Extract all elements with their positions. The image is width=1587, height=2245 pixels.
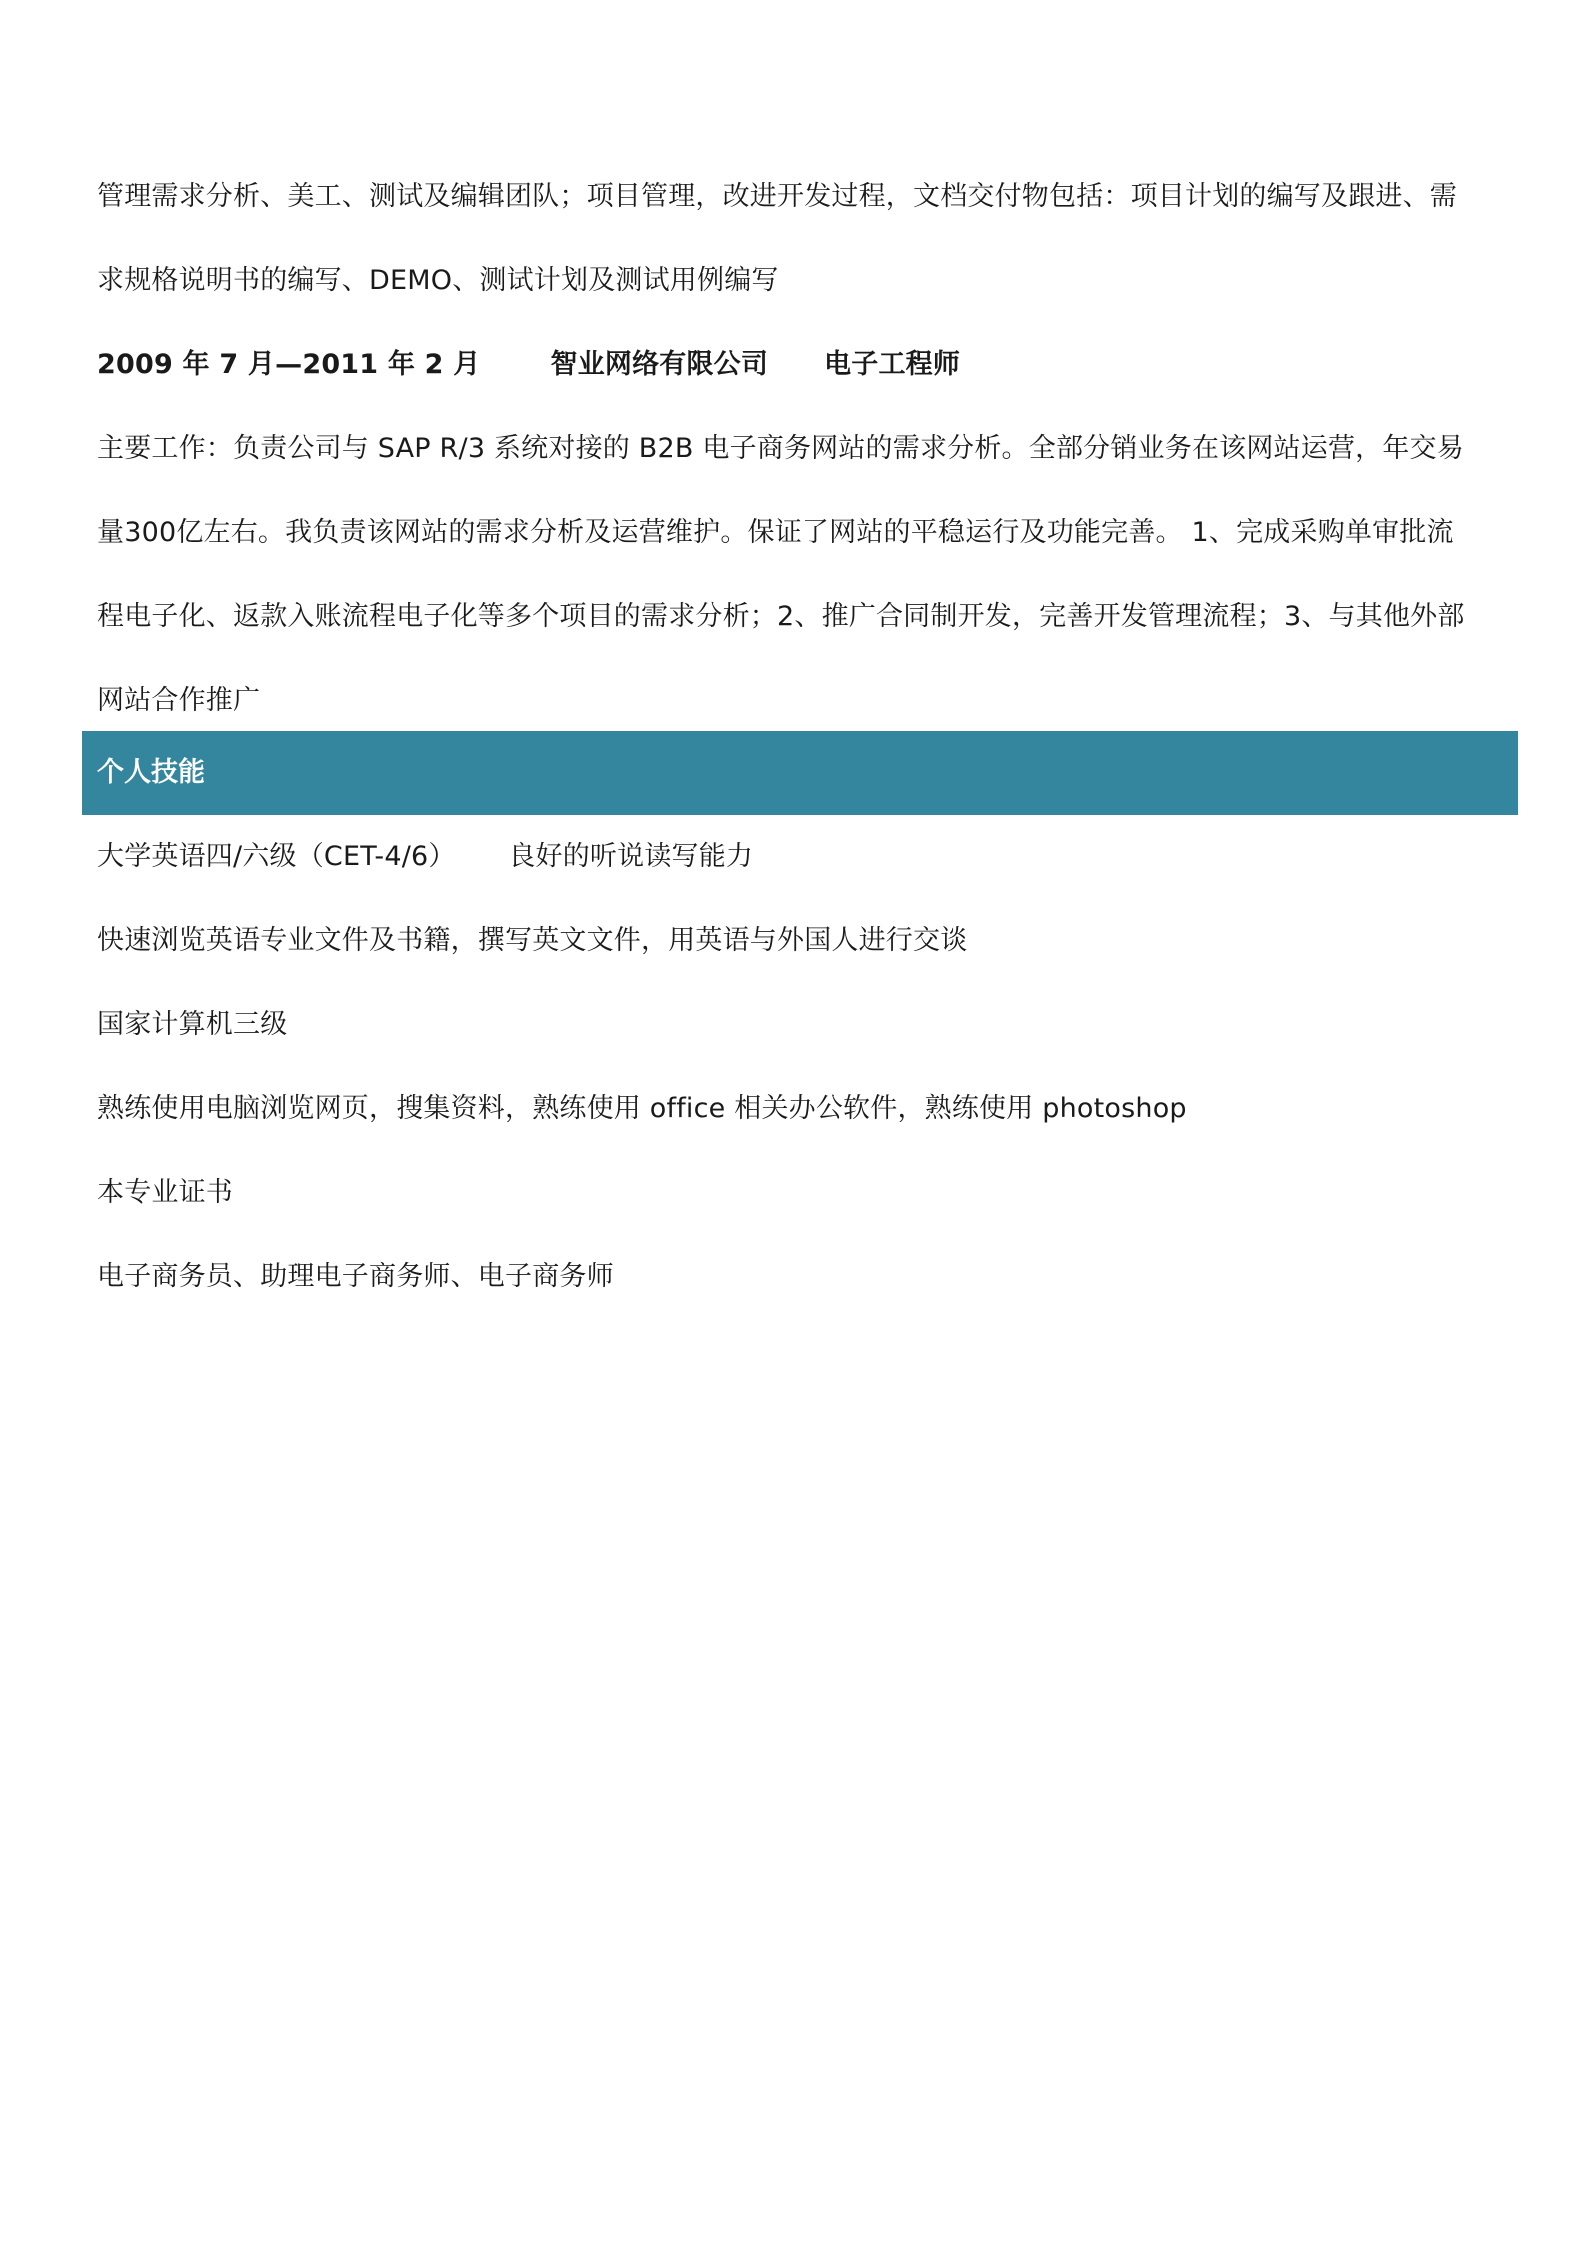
skill-item: 快速浏览英语专业文件及书籍，撰写英文文件，用英语与外国人进行交谈 <box>97 925 968 956</box>
job-heading <box>97 323 1507 407</box>
skill-item: 电子商务员、助理电子商务师、电子商务师 <box>97 1261 614 1292</box>
job-description-line-4: 网站合作推广 <box>97 685 261 716</box>
job-description-line-3: 程电子化、返款入账流程电子化等多个项目的需求分析；2、推广合同制开发，完善开发管理流程；3、与其他外部 <box>97 601 1465 632</box>
skill-item: 本专业证书 <box>97 1177 233 1208</box>
skills-section-title: 个人技能 <box>97 757 205 788</box>
work-experience <box>97 155 1507 743</box>
skills-section-header-bar <box>82 731 1518 815</box>
skill-item: 大学英语四/六级（CET-4/6） 良好的听说读写能力 <box>97 841 754 872</box>
job-position: 电子工程师 <box>824 349 961 380</box>
prev-job-description-line-1: 管理需求分析、美工、测试及编辑团队；项目管理，改进开发过程，文档交付物包括：项目计划的编写及跟进、需 <box>97 181 1457 212</box>
job-description-line-2: 量300亿左右。我负责该网站的需求分析及运营维护。保证了网站的平稳运行及功能完善。 1、完成采购单审批流 <box>97 517 1454 548</box>
skill-item: 国家计算机三级 <box>97 1009 288 1040</box>
job-period: 2009 年 7 月—2011 年 2 月 <box>97 349 481 380</box>
skill-item: 熟练使用电脑浏览网页，搜集资料，熟练使用 office 相关办公软件，熟练使用 photoshop <box>97 1093 1187 1124</box>
job-description-line-1: 主要工作：负责公司与 SAP R/3 系统对接的 B2B 电子商务网站的需求分析。全部分销业务在该网站运营，年交易 <box>97 433 1464 464</box>
job-company: 智业网络有限公司 <box>550 349 769 380</box>
skills-list <box>97 815 1507 1319</box>
prev-job-description-line-2: 求规格说明书的编写、DEMO、测试计划及测试用例编写 <box>97 265 779 296</box>
